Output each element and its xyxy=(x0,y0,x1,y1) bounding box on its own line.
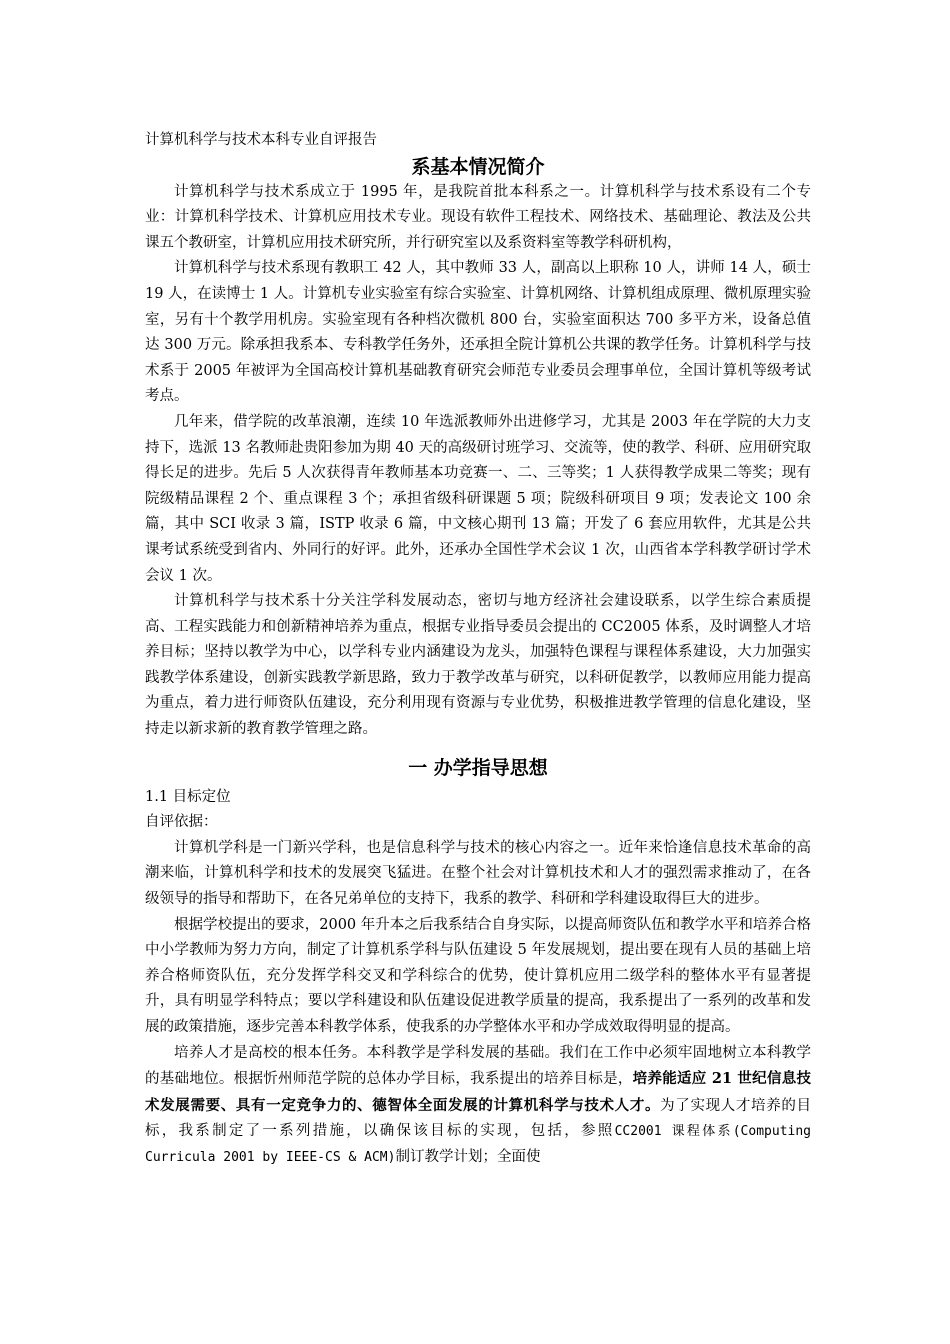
curriculum-reference: CC2001 课程体系(Computing Curricula 2001 by IEEE-CS & ACM) xyxy=(145,1124,812,1165)
subsection-heading: 1.1 目标定位 xyxy=(145,788,231,805)
paragraph: 计算机学科是一门新兴学科，也是信息科学与技术的核心内容之一。近年来恰逢信息技术革命的高潮来临，计算机科学和技术的发展突飞猛进。在整个社会对计算机技术和人才的强烈需求推动了，在各级领导的指导和帮助下，在各兄弟单位的支持下，我系的教学、科研和学科建设取得巨大的进步。 xyxy=(145,839,811,908)
section-title-guiding-ideology: 一 办学指导思想 xyxy=(408,756,548,779)
paragraph: 几年来，借学院的改革浪潮，连续 10 年选派教师外出进修学习，尤其是 2003 年在学院的大力支持下，选派 13 名教师赴贵阳参加为期 40 天的高级研讨班学习、交流等，使的教学、科研、应用研究取得长足的进步。先后 5 人次获得青年教师基本功竞赛一、二、三等奖；1 人获得教学成果二等奖；现有院级精品课程 2 个、重点课程 3 个；承担省级科研课题 5 项；院级科研项目 9 项；发表论文 100 余篇，其中 SCI 收录 3 篇，ISTP 收录 6 篇，中文核心期刊 13 篇；开发了 6 套应用软件，尤其是公共课考试系统受到省内、外同行的好评。此外，还承办全国性学术会议 1 次，山西省本学科教学研讨学术会议 1 次。 xyxy=(145,413,811,584)
bold-goal-text: 培养能适应 21 世纪信息技术发展需要、具有一定竞争力的、德智体全面发展的计算机科学与技术人才。 xyxy=(145,1070,812,1114)
document-page xyxy=(145,128,811,1171)
section-title-overview: 系基本情况简介 xyxy=(411,155,545,178)
paragraph xyxy=(145,1041,811,1171)
text-run: 制订教学计划；全面使 xyxy=(395,1148,541,1165)
paragraph: 根据学校提出的要求，2000 年升本之后我系结合自身实际，以提高师资队伍和教学水平和培养合格中小学教师为努力方向，制定了计算机系学科与队伍建设 5 年发展规划，提出要在现有人员的基础上培养合格师资队伍，充分发挥学科交叉和学科综合的优势，使计算机应用二级学科的整体水平有显著提升，具有明显学科特点；要以学科建设和队伍建设促进教学质量的提高，我系提出了一系列的改革和发展的政策措施，逐步完善本科教学体系，使我系的办学整体水平和办学成效取得明显的提高。 xyxy=(145,916,811,1035)
paragraph: 计算机科学与技术系成立于 1995 年，是我院首批本科系之一。计算机科学与技术系设有二个专业：计算机科学技术、计算机应用技术专业。现设有软件工程技术、网络技术、基础理论、教法及公共课五个教研室，计算机应用技术研究所，并行研究室以及系资料室等教学科研机构， xyxy=(145,183,811,251)
text-run: 培养人才是高校的根本任务。本科教学是学科发展的基础。我们在工作中必须牢固地树立本科教学的基础地位。根据忻州师范学院的总体办学目标，我系提出的培养目标是， xyxy=(145,1044,811,1088)
text-run: 为了实现人才培养的目标，我系制定了一系列措施，以确保该目标的实现，包括，参照 xyxy=(145,1097,812,1140)
document-header: 计算机科学与技术本科专业自评报告 xyxy=(145,132,377,148)
paragraph: 计算机科学与技术系现有教职工 42 人，其中教师 33 人，副高以上职称 10 人，讲师 14 人，硕士 19 人，在读博士 1 人。计算机专业实验室有综合实验室、计算机网络、计算机组成原理、微机原理实验室，另有十个教学用机房。实验室现有各种档次微机 800 台，实验室面积达 700 多平方米，设备总值达 300 万元。除承担我系本、专科教学任务外，还承担全院计算机公共课的教学任务。计算机科学与技术系于 2005 年被评为全国高校计算机基础教育研究会师范专业委员会理事单位，全国计算机等级考试考点。 xyxy=(145,260,811,405)
basis-label: 自评依据： xyxy=(145,814,218,831)
paragraph: 计算机科学与技术系十分关注学科发展动态，密切与地方经济社会建设联系，以学生综合素质提高、工程实践能力和创新精神培养为重点，根据专业指导委员会提出的 CC2005 体系，及时调整人才培养目标；坚持以教学为中心，以学科专业内涵建设为龙头，加强特色课程与课程体系建设，大力加强实践教学体系建设，创新实践教学新思路，致力于教学改革与研究，以科研促教学，以教师应用能力提高为重点，着力进行师资队伍建设，充分利用现有资源与专业优势，积极推进教学管理的信息化建设，坚持走以新求新的教育教学管理之路。 xyxy=(145,593,811,738)
